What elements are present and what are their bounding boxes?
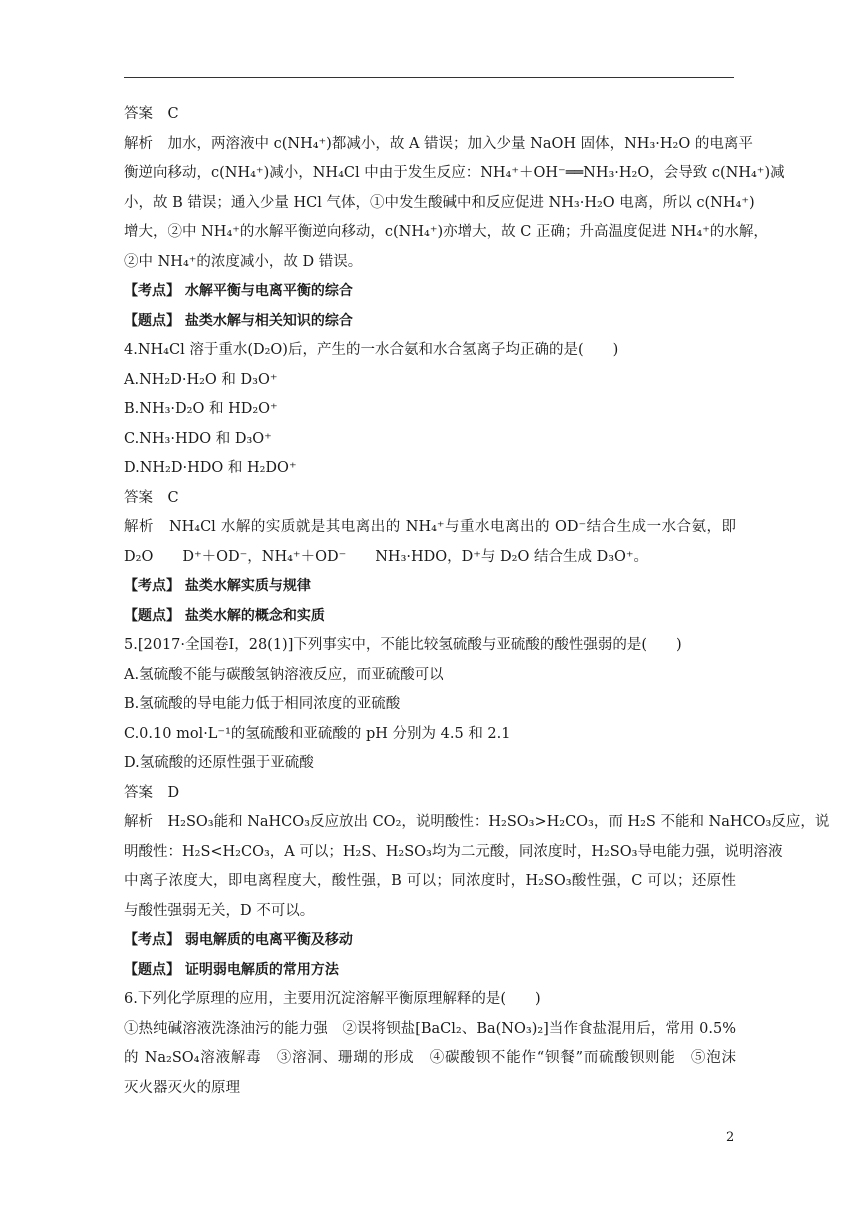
analysis-paragraph-line: D₂O D⁺＋OD⁻，NH₄⁺＋OD⁻ NH₃·HDO，D⁺与 D₂O 结合生成 D₃O⁺。 <box>124 548 649 565</box>
question-stem: 5.[2017·全国卷Ⅰ，28(1)]下列事实中，不能比较氢硫酸与亚硫酸的酸性强弱的是( ) <box>124 637 682 653</box>
question-items-line: ①热纯碱溶液洗涤油污的能力强 ②误将钡盐[BaCl₂、Ba(NO₃)₂]当作食盐混用后，常用 0.5% <box>124 1020 736 1037</box>
analysis-paragraph-line: 与酸性强弱无关，D 不可以。 <box>124 902 315 919</box>
question-stem: 6.下列化学原理的应用，主要用沉淀溶解平衡原理解释的是( ) <box>124 991 541 1007</box>
analysis-paragraph-line: 解析 H₂SO₃能和 NaHCO₃反应放出 CO₂，说明酸性：H₂SO₃>H₂CO₃，而 H₂S 不能和 NaHCO₃反应，说 <box>124 814 830 830</box>
question-items-line: 的 Na₂SO₄溶液解毒 ③溶洞、珊瑚的形成 ④碳酸钡不能作“钡餐”而硫酸钡则能 ⑤泡沫 <box>124 1050 736 1066</box>
analysis-paragraph-line: 中离子浓度大，即电离程度大，酸性强，B 可以；同浓度时，H₂SO₃酸性强，C 可以；还原性 <box>124 873 736 889</box>
option-a: A.氢硫酸不能与碳酸氢钠溶液反应，而亚硫酸可以 <box>124 666 444 683</box>
kaodian-line: 【考点】 水解平衡与电离平衡的综合 <box>124 283 353 299</box>
tidian-line: 【题点】 盐类水解的概念和实质 <box>124 607 325 624</box>
option-b: B.NH₃·D₂O 和 HD₂O⁺ <box>124 401 278 417</box>
question-stem: 4.NH₄Cl 溶于重水(D₂O)后，产生的一水合氨和水合氢离子均正确的是( ) <box>124 342 619 358</box>
page-number: 2 <box>726 1130 735 1145</box>
answer-line: 答案 C <box>124 106 179 122</box>
analysis-paragraph-line: 小，故 B 错误；通入少量 HCl 气体，①中发生酸碱中和反应促进 NH₃·H₂O 电离，所以 c(NH₄⁺) <box>124 194 755 211</box>
analysis-paragraph-line: 衡逆向移动，c(NH₄⁺)减小，NH₄Cl 中由于发生反应：NH₄⁺＋OH⁻══NH₃·H₂O，会导致 c(NH₄⁺)减 <box>124 165 785 181</box>
tidian-line: 【题点】 盐类水解与相关知识的综合 <box>124 312 353 329</box>
tidian-line: 【题点】 证明弱电解质的常用方法 <box>124 961 339 978</box>
header-rule <box>124 77 734 78</box>
answer-line: 答案 C <box>124 489 179 506</box>
option-a: A.NH₂D·H₂O 和 D₃O⁺ <box>124 371 278 388</box>
option-c: C.NH₃·HDO 和 D₃O⁺ <box>124 430 272 447</box>
document-body <box>124 100 830 1103</box>
kaodian-line: 【考点】 弱电解质的电离平衡及移动 <box>124 932 353 948</box>
option-c: C.0.10 mol·L⁻¹的氢硫酸和亚硫酸的 pH 分别为 4.5 和 2.1 <box>124 725 511 742</box>
answer-line: 答案 D <box>124 784 180 801</box>
analysis-paragraph-line: ②中 NH₄⁺的浓度减小，故 D 错误。 <box>124 253 363 270</box>
option-d: D.氢硫酸的还原性强于亚硫酸 <box>124 755 314 771</box>
kaodian-line: 【考点】 盐类水解实质与规律 <box>124 578 311 594</box>
analysis-paragraph-line: 增大，②中 NH₄⁺的水解平衡逆向移动，c(NH₄⁺)亦增大，故 C 正确；升高温度促进 NH₄⁺的水解， <box>124 224 768 240</box>
option-b: B.氢硫酸的导电能力低于相同浓度的亚硫酸 <box>124 696 401 712</box>
option-d: D.NH₂D·HDO 和 H₂DO⁺ <box>124 460 297 476</box>
question-items-line: 灭火器灭火的原理 <box>124 1079 240 1096</box>
analysis-paragraph-line: 解析 加水，两溶液中 c(NH₄⁺)都减小，故 A 错误；加入少量 NaOH 固体，NH₃·H₂O 的电离平 <box>124 135 753 152</box>
analysis-paragraph-line: 明酸性：H₂S<H₂CO₃，A 可以；H₂S、H₂SO₃均为二元酸，同浓度时，H₂SO₃导电能力强，说明溶液 <box>124 843 783 860</box>
analysis-paragraph-line: 解析 NH₄Cl 水解的实质就是其电离出的 NH₄⁺与重水电离出的 OD⁻结合生成一水合氨，即 <box>124 519 736 535</box>
